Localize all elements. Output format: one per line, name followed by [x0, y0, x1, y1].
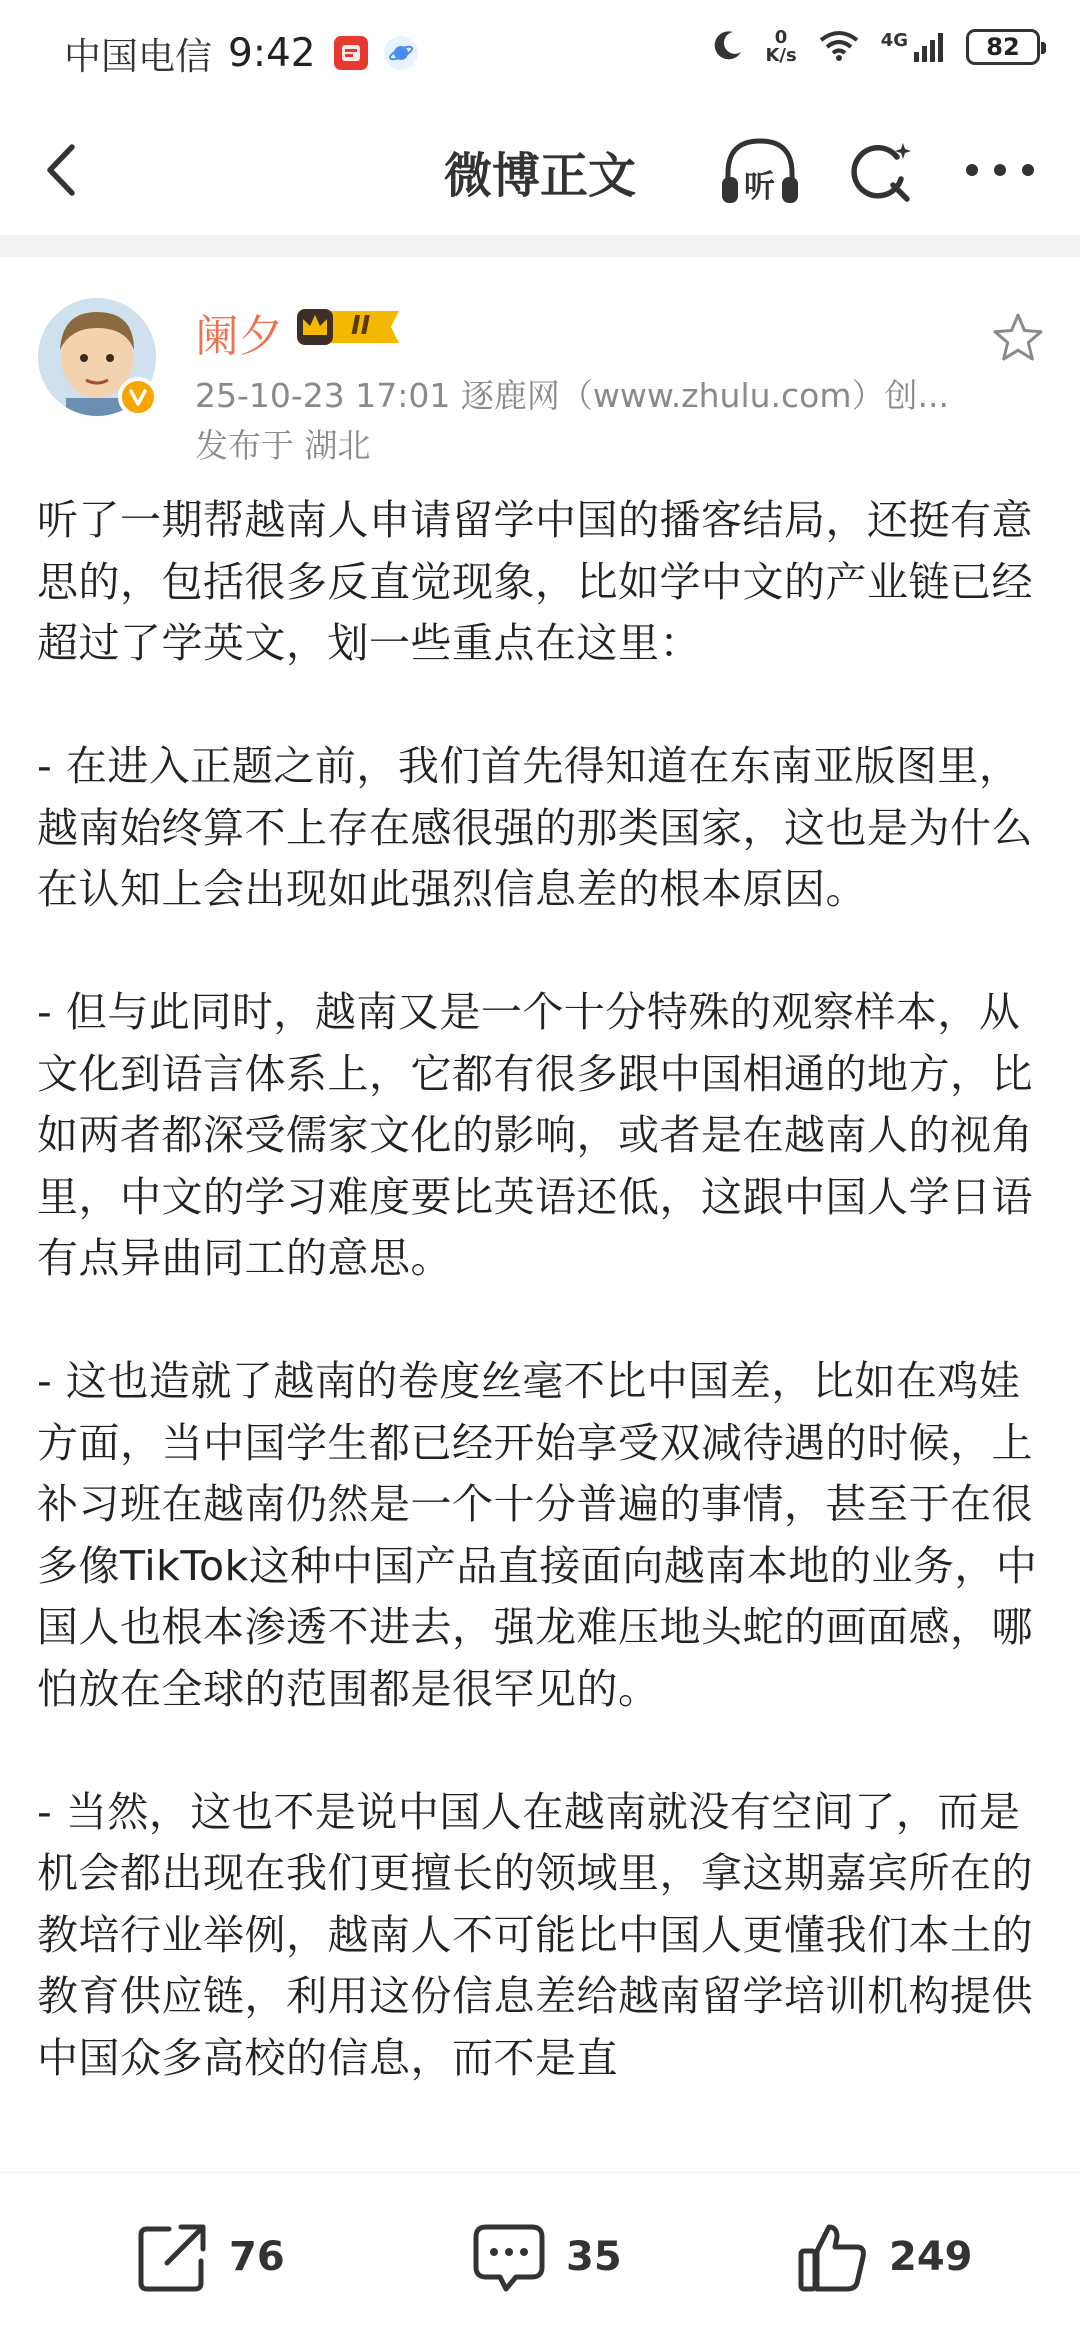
net-speed-unit: K/s — [765, 45, 797, 66]
status-time: 9:42 — [228, 30, 316, 76]
search-icon — [845, 135, 917, 207]
verified-badge-icon — [118, 377, 158, 417]
post-location: 发布于 湖北 — [195, 426, 371, 465]
app-badge-icon — [334, 36, 368, 70]
net-speed — [765, 29, 796, 65]
post-body — [37, 490, 1047, 2167]
app-planet-icon — [384, 36, 418, 70]
search-button[interactable] — [845, 135, 917, 207]
more-dots-icon — [960, 145, 1040, 195]
battery-level: 82 — [986, 33, 1020, 61]
like-icon — [795, 2219, 871, 2295]
moon-icon — [711, 28, 745, 66]
back-button[interactable] — [30, 135, 100, 205]
repost-icon — [135, 2219, 211, 2295]
like-button[interactable] — [795, 2219, 973, 2295]
vip-level: II — [351, 311, 371, 341]
repost-button[interactable] — [135, 2219, 285, 2295]
comment-icon — [470, 2219, 548, 2295]
listen-label: 听 — [744, 169, 775, 205]
post-paragraph: - 当然，这也不是说中国人在越南就没有空间了，而是机会都出现在我们更擅长的领域里，拿这期嘉宾所在的教培行业举例，越南人不可能比中国人更懂我们本土的教育供应链，利用这份信息差给越南留学培训机构提供中国众多高校的信息，而不是直 — [37, 1787, 1033, 2082]
wifi-icon — [817, 28, 861, 66]
more-button[interactable] — [960, 145, 1040, 195]
signal-icon — [881, 30, 946, 64]
post-paragraph: - 在进入正题之前，我们首先得知道在东南亚版图里，越南始终算不上存在感很强的那类国家，这也是为什么在认知上会出现如此强烈信息差的根本原因。 — [37, 742, 1033, 913]
back-arrow-icon — [30, 135, 100, 205]
favorite-button[interactable] — [990, 310, 1046, 366]
status-bar-left — [64, 26, 418, 80]
like-count: 249 — [889, 2234, 973, 2280]
post-paragraph: - 但与此同时，越南又是一个十分特殊的观察样本，从文化到语言体系上，它都有很多跟中国相通的地方，比如两者都深受儒家文化的影响，或者是在越南人的视角里，中文的学习难度要比英语还低，这跟中国人学日语有点异曲同工的意思。 — [37, 988, 1033, 1282]
bottom-action-bar — [0, 2172, 1080, 2340]
battery-icon — [966, 29, 1040, 65]
star-icon — [990, 310, 1046, 366]
status-bar-right — [711, 28, 1040, 66]
vip-badge-icon[interactable] — [295, 305, 407, 349]
carrier-name: 中国电信 — [64, 35, 212, 78]
nav-bar — [0, 105, 1080, 235]
repost-count: 76 — [229, 2234, 285, 2280]
page-title: 微博正文 — [443, 148, 636, 204]
net-speed-value: 0 — [774, 27, 788, 48]
post-paragraph: 听了一期帮越南人申请留学中国的播客结局，还挺有意思的，包括很多反直觉现象，比如学中文的产业链已经超过了学英文，划一些重点在这里： — [37, 496, 1033, 667]
listen-button[interactable] — [718, 133, 802, 209]
status-bar — [0, 0, 1080, 105]
section-divider — [0, 235, 1080, 257]
comment-button[interactable] — [470, 2219, 622, 2295]
author-name[interactable]: 阑夕 — [195, 311, 283, 362]
network-type: 4G — [880, 30, 908, 51]
post-meta: 25-10-23 17:01 逐鹿网（www.zhulu.com）创... — [195, 376, 949, 415]
comment-count: 35 — [566, 2234, 622, 2280]
post-paragraph: - 这也造就了越南的卷度丝毫不比中国差，比如在鸡娃方面，当中国学生都已经开始享受双减待遇的时候，上补习班在越南仍然是一个十分普遍的事情，甚至于在很多像TikTok这种中国产品直接面向越南本地的业务，中国人也根本渗透不进去，强龙难压地头蛇的画面感，哪怕放在全球的范围都是很罕见的。 — [37, 1357, 1038, 1713]
